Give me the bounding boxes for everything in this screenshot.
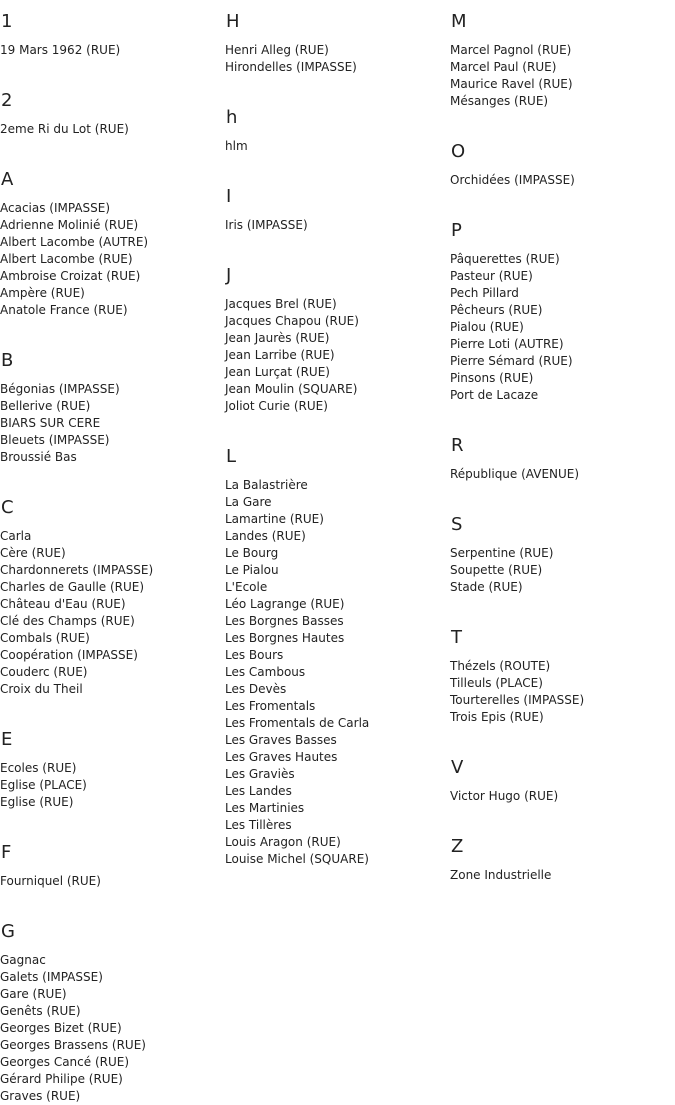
group-spacer — [225, 415, 445, 435]
group-spacer — [450, 483, 670, 503]
street-list — [0, 528, 220, 698]
letter-heading: C — [1, 497, 14, 518]
street-link[interactable]: Mésanges (RUE) — [450, 94, 549, 108]
street-index-column-3 — [450, 0, 670, 884]
street-list — [0, 200, 220, 319]
street-link[interactable]: Bellerive (RUE) — [0, 399, 91, 413]
street-list — [0, 121, 220, 138]
street-link[interactable]: Cère (RUE) — [0, 546, 66, 560]
street-link[interactable]: Jacques Brel (RUE) — [225, 297, 337, 311]
street-link[interactable]: Ampère (RUE) — [0, 286, 85, 300]
street-link[interactable]: Les Graviès — [225, 767, 295, 781]
letter-group — [450, 628, 670, 746]
street-list — [450, 658, 670, 726]
street-link[interactable]: Galets (IMPASSE) — [0, 970, 103, 984]
group-spacer — [225, 234, 445, 254]
street-list — [0, 381, 220, 466]
street-link[interactable]: Jean Larribe (RUE) — [225, 348, 335, 362]
street-link[interactable]: Victor Hugo (RUE) — [450, 789, 559, 803]
street-link[interactable]: Les Graves Hautes — [225, 750, 338, 764]
letter-heading: L — [226, 446, 237, 467]
street-list — [450, 172, 670, 189]
letter-group — [225, 187, 445, 254]
street-link[interactable]: Pierre Loti (AUTRE) — [450, 337, 564, 351]
group-spacer — [450, 404, 670, 424]
street-link[interactable]: Ambroise Croizat (RUE) — [0, 269, 141, 283]
street-link[interactable]: Les Borgnes Basses — [225, 614, 344, 628]
street-link[interactable]: Carla — [0, 529, 32, 543]
letter-group — [225, 266, 445, 435]
letter-group — [450, 837, 670, 884]
street-list — [225, 42, 445, 76]
street-link[interactable]: Joliot Curie (RUE) — [225, 399, 328, 413]
street-link[interactable]: Gare (RUE) — [0, 987, 67, 1001]
letter-heading: T — [451, 627, 462, 648]
street-link[interactable]: Albert Lacombe (RUE) — [0, 252, 133, 266]
group-spacer — [450, 110, 670, 130]
letter-heading: J — [226, 265, 232, 286]
street-link[interactable]: Couderc (RUE) — [0, 665, 88, 679]
street-link[interactable]: Graves (RUE) — [0, 1089, 81, 1103]
group-spacer — [0, 466, 220, 486]
group-spacer — [0, 811, 220, 831]
street-link[interactable]: Pierre Sémard (RUE) — [450, 354, 573, 368]
street-link[interactable]: Acacias (IMPASSE) — [0, 201, 111, 215]
group-spacer — [225, 76, 445, 96]
group-spacer — [450, 189, 670, 209]
street-list — [225, 138, 445, 155]
letter-group — [225, 447, 445, 868]
letter-group — [0, 843, 220, 910]
street-link[interactable]: République (AVENUE) — [450, 467, 580, 481]
street-link[interactable]: Georges Brassens (RUE) — [0, 1038, 146, 1052]
street-list — [450, 251, 670, 404]
letter-heading: B — [1, 350, 14, 371]
street-link[interactable]: Les Martinies — [225, 801, 305, 815]
street-link[interactable]: Pêcheurs (RUE) — [450, 303, 543, 317]
group-spacer — [0, 698, 220, 718]
letter-group — [450, 142, 670, 209]
street-link[interactable]: Pasteur (RUE) — [450, 269, 533, 283]
group-spacer — [450, 596, 670, 616]
letter-heading: G — [1, 921, 15, 942]
street-link[interactable]: Les Devès — [225, 682, 287, 696]
letter-heading: H — [226, 11, 240, 32]
street-link[interactable]: Pech Pillard — [450, 286, 519, 300]
letter-group — [225, 12, 445, 96]
street-list — [450, 545, 670, 596]
letter-heading: O — [451, 141, 466, 162]
letter-heading: Z — [451, 836, 464, 857]
letter-group — [0, 730, 220, 831]
street-list — [450, 867, 670, 884]
street-link[interactable]: Les Landes — [225, 784, 292, 798]
street-link[interactable]: Louise Michel (SQUARE) — [225, 852, 369, 866]
letter-group — [0, 170, 220, 339]
group-spacer — [225, 155, 445, 175]
street-list — [0, 952, 220, 1105]
letter-heading: R — [451, 435, 464, 456]
street-link[interactable]: Jacques Chapou (RUE) — [225, 314, 359, 328]
street-link[interactable]: Les Fromentals — [225, 699, 316, 713]
street-link[interactable]: Soupette (RUE) — [450, 563, 543, 577]
letter-group — [450, 758, 670, 825]
street-link[interactable]: Orchidées (IMPASSE) — [450, 173, 575, 187]
letter-heading: 1 — [1, 11, 13, 32]
street-link[interactable]: La Gare — [225, 495, 272, 509]
letter-heading: E — [1, 729, 13, 750]
street-link[interactable]: Trois Epis (RUE) — [450, 710, 544, 724]
street-link[interactable]: Ecoles (RUE) — [0, 761, 77, 775]
street-link[interactable]: Iris (IMPASSE) — [225, 218, 308, 232]
street-list — [0, 760, 220, 811]
street-link[interactable]: Georges Bizet (RUE) — [0, 1021, 122, 1035]
letter-group — [225, 108, 445, 175]
street-link[interactable]: Landes (RUE) — [225, 529, 306, 543]
letter-heading: F — [1, 842, 12, 863]
street-link[interactable]: Château d'Eau (RUE) — [0, 597, 126, 611]
street-list — [450, 42, 670, 110]
letter-heading: 2 — [1, 90, 13, 111]
street-link[interactable]: La Balastrière — [225, 478, 308, 492]
street-link[interactable]: Chardonnerets (IMPASSE) — [0, 563, 154, 577]
street-link[interactable]: Stade (RUE) — [450, 580, 523, 594]
group-spacer — [0, 59, 220, 79]
letter-group — [450, 515, 670, 616]
street-index-column-2 — [225, 0, 445, 868]
street-link[interactable]: Jean Lurçat (RUE) — [225, 365, 330, 379]
street-link[interactable]: Bleuets (IMPASSE) — [0, 433, 110, 447]
street-list — [450, 466, 670, 483]
street-link[interactable]: Pâquerettes (RUE) — [450, 252, 560, 266]
street-link[interactable]: Port de Lacaze — [450, 388, 539, 402]
street-link[interactable]: hlm — [225, 139, 248, 153]
letter-group — [0, 498, 220, 718]
letter-heading: V — [451, 757, 464, 778]
street-list — [225, 217, 445, 234]
street-link[interactable]: Coopération (IMPASSE) — [0, 648, 138, 662]
street-link[interactable]: Jean Moulin (SQUARE) — [225, 382, 358, 396]
street-link[interactable]: Les Bours — [225, 648, 284, 662]
letter-group — [0, 91, 220, 158]
street-link[interactable]: Clé des Champs (RUE) — [0, 614, 135, 628]
letter-heading: M — [451, 11, 467, 32]
letter-group — [0, 12, 220, 79]
street-link[interactable]: Gagnac — [0, 953, 46, 967]
street-link[interactable]: Bégonias (IMPASSE) — [0, 382, 120, 396]
group-spacer — [450, 805, 670, 825]
street-link[interactable]: Fourniquel (RUE) — [0, 874, 101, 888]
letter-group — [450, 221, 670, 424]
street-link[interactable]: Gérard Philipe (RUE) — [0, 1072, 123, 1086]
street-link[interactable]: Henri Alleg (RUE) — [225, 43, 329, 57]
street-link[interactable]: Hirondelles (IMPASSE) — [225, 60, 357, 74]
street-link[interactable]: Albert Lacombe (AUTRE) — [0, 235, 149, 249]
street-link[interactable]: Thézels (ROUTE) — [450, 659, 551, 673]
street-link[interactable]: Les Fromentals de Carla — [225, 716, 370, 730]
street-link[interactable]: Eglise (PLACE) — [0, 778, 87, 792]
street-link[interactable]: Maurice Ravel (RUE) — [450, 77, 573, 91]
letter-heading: P — [451, 220, 462, 241]
street-list — [0, 42, 220, 59]
street-link[interactable]: Charles de Gaulle (RUE) — [0, 580, 145, 594]
street-index-column-1 — [0, 0, 220, 1105]
street-link[interactable]: Le Bourg — [225, 546, 279, 560]
street-link[interactable]: Serpentine (RUE) — [450, 546, 554, 560]
street-link[interactable]: Tourterelles (IMPASSE) — [450, 693, 585, 707]
group-spacer — [450, 726, 670, 746]
street-link[interactable]: BIARS SUR CERE — [0, 416, 101, 430]
street-link[interactable]: Pialou (RUE) — [450, 320, 524, 334]
letter-heading: A — [1, 169, 14, 190]
street-link[interactable]: Le Pialou — [225, 563, 279, 577]
letter-group — [0, 351, 220, 486]
street-link[interactable]: Les Tillères — [225, 818, 292, 832]
street-list — [450, 788, 670, 805]
group-spacer — [0, 138, 220, 158]
street-link[interactable]: Anatole France (RUE) — [0, 303, 128, 317]
street-link[interactable]: Marcel Paul (RUE) — [450, 60, 557, 74]
letter-group — [450, 12, 670, 130]
street-link[interactable]: Les Borgnes Hautes — [225, 631, 345, 645]
letter-heading: S — [451, 514, 463, 535]
street-link[interactable]: Eglise (RUE) — [0, 795, 74, 809]
street-list — [225, 477, 445, 868]
street-list — [0, 873, 220, 890]
street-link[interactable]: Croix du Theil — [0, 682, 83, 696]
street-link[interactable]: Adrienne Molinié (RUE) — [0, 218, 139, 232]
street-link[interactable]: Tilleuls (PLACE) — [450, 676, 543, 690]
street-link[interactable]: Jean Jaurès (RUE) — [225, 331, 330, 345]
letter-heading: I — [226, 186, 232, 207]
letter-heading: h — [226, 107, 238, 128]
street-link[interactable]: Marcel Pagnol (RUE) — [450, 43, 572, 57]
street-link[interactable]: Georges Cancé (RUE) — [0, 1055, 130, 1069]
group-spacer — [0, 890, 220, 910]
letter-group — [450, 436, 670, 503]
street-link[interactable]: Pinsons (RUE) — [450, 371, 534, 385]
street-link[interactable]: Genêts (RUE) — [0, 1004, 81, 1018]
street-link[interactable]: 19 Mars 1962 (RUE) — [0, 43, 121, 57]
letter-group — [0, 922, 220, 1105]
street-link[interactable]: Les Cambous — [225, 665, 306, 679]
street-link[interactable]: Louis Aragon (RUE) — [225, 835, 341, 849]
street-link[interactable]: L'Ecole — [225, 580, 268, 594]
group-spacer — [0, 319, 220, 339]
street-link[interactable]: Léo Lagrange (RUE) — [225, 597, 345, 611]
street-list — [225, 296, 445, 415]
street-link[interactable]: Les Graves Basses — [225, 733, 337, 747]
street-link[interactable]: Combals (RUE) — [0, 631, 90, 645]
street-link[interactable]: Zone Industrielle — [450, 868, 552, 882]
street-link[interactable]: Lamartine (RUE) — [225, 512, 324, 526]
street-link[interactable]: Broussié Bas — [0, 450, 77, 464]
street-link[interactable]: 2eme Ri du Lot (RUE) — [0, 122, 129, 136]
